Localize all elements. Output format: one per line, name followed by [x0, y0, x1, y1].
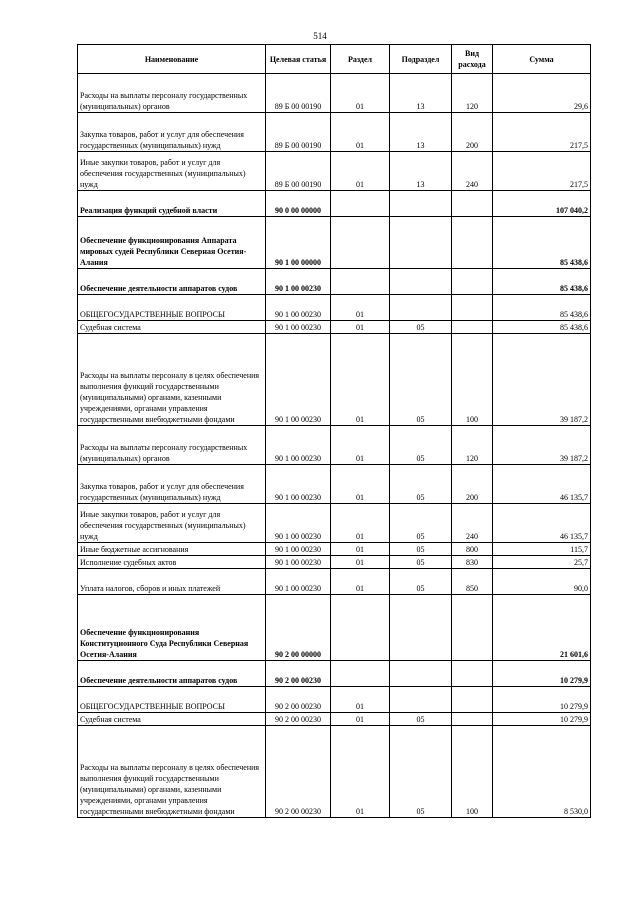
row-subsection: 05 — [390, 713, 452, 726]
row-expense-type: 120 — [452, 426, 493, 465]
row-name: Обеспечение деятельности аппаратов судов — [78, 661, 266, 687]
row-amount: 39 187,2 — [493, 334, 591, 426]
row-section: 01 — [331, 334, 390, 426]
row-amount: 46 135,7 — [493, 504, 591, 543]
row-target: 90 2 00 00230 — [266, 687, 331, 713]
row-subsection — [390, 595, 452, 661]
row-name: Иные закупки товаров, работ и услуг для обеспечения государственных (муниципальных) нужд — [78, 152, 266, 191]
table-row — [78, 295, 591, 321]
row-amount: 107 040,2 — [493, 191, 591, 217]
budget-table — [77, 44, 591, 818]
row-expense-type: 800 — [452, 543, 493, 556]
table-row — [78, 687, 591, 713]
row-target: 89 Б 00 00190 — [266, 74, 331, 113]
row-subsection: 13 — [390, 113, 452, 152]
row-expense-type — [452, 191, 493, 217]
row-amount: 90,0 — [493, 569, 591, 595]
row-target: 90 2 00 00000 — [266, 595, 331, 661]
row-target: 90 1 00 00230 — [266, 504, 331, 543]
row-name: Обеспечение деятельности аппаратов судов — [78, 269, 266, 295]
row-target: 90 1 00 00230 — [266, 569, 331, 595]
row-section — [331, 217, 390, 269]
row-subsection: 05 — [390, 321, 452, 334]
header-name: Наименование — [78, 45, 266, 74]
row-subsection: 05 — [390, 569, 452, 595]
row-amount: 25,7 — [493, 556, 591, 569]
row-section: 01 — [331, 152, 390, 191]
row-section: 01 — [331, 74, 390, 113]
row-expense-type — [452, 295, 493, 321]
table-row — [78, 113, 591, 152]
row-target: 90 1 00 00230 — [266, 426, 331, 465]
table-row — [78, 269, 591, 295]
row-expense-type: 240 — [452, 504, 493, 543]
table-row — [78, 569, 591, 595]
row-section: 01 — [331, 113, 390, 152]
table-row — [78, 713, 591, 726]
row-name: Закупка товаров, работ и услуг для обеспечения государственных (муниципальных) нужд — [78, 113, 266, 152]
table-row — [78, 595, 591, 661]
row-section: 01 — [331, 687, 390, 713]
table-row — [78, 426, 591, 465]
row-name: Обеспечение функционирования Аппарата мировых судей Республики Северная Осетия-Алания — [78, 217, 266, 269]
row-expense-type — [452, 687, 493, 713]
row-section: 01 — [331, 726, 390, 818]
header-section: Раздел — [331, 45, 390, 74]
row-subsection — [390, 295, 452, 321]
row-section — [331, 595, 390, 661]
row-subsection — [390, 191, 452, 217]
row-target: 90 1 00 00230 — [266, 295, 331, 321]
row-subsection: 05 — [390, 504, 452, 543]
row-amount: 115,7 — [493, 543, 591, 556]
row-expense-type: 100 — [452, 726, 493, 818]
row-amount: 10 279,9 — [493, 661, 591, 687]
row-expense-type — [452, 321, 493, 334]
row-amount: 21 601,6 — [493, 595, 591, 661]
row-amount: 10 279,9 — [493, 687, 591, 713]
row-name: Обеспечение функционирования Конституционного Суда Республики Северная Осетия-Алания — [78, 595, 266, 661]
table-row — [78, 465, 591, 504]
row-subsection: 05 — [390, 556, 452, 569]
row-section: 01 — [331, 569, 390, 595]
row-subsection: 05 — [390, 426, 452, 465]
row-section: 01 — [331, 465, 390, 504]
row-name: Закупка товаров, работ и услуг для обеспечения государственных (муниципальных) нужд — [78, 465, 266, 504]
row-section — [331, 191, 390, 217]
table-row — [78, 321, 591, 334]
row-expense-type — [452, 595, 493, 661]
row-amount: 8 530,0 — [493, 726, 591, 818]
row-name: ОБЩЕГОСУДАРСТВЕННЫЕ ВОПРОСЫ — [78, 295, 266, 321]
row-amount: 85 438,6 — [493, 269, 591, 295]
row-name: Расходы на выплаты персоналу в целях обеспечения выполнения функций государственными (муниципальными) органами, казенными учреждениями, органами управления государственными внебюджетными фондами — [78, 334, 266, 426]
row-subsection: 05 — [390, 726, 452, 818]
row-section: 01 — [331, 321, 390, 334]
row-amount: 29,6 — [493, 74, 591, 113]
table-row — [78, 152, 591, 191]
row-target: 90 2 00 00230 — [266, 726, 331, 818]
header-target: Целевая статья — [266, 45, 331, 74]
row-target: 89 Б 00 00190 — [266, 152, 331, 191]
row-name: ОБЩЕГОСУДАРСТВЕННЫЕ ВОПРОСЫ — [78, 687, 266, 713]
table-row — [78, 543, 591, 556]
row-name: Реализация функций судебной власти — [78, 191, 266, 217]
row-amount: 85 438,6 — [493, 321, 591, 334]
row-expense-type — [452, 269, 493, 295]
header-amount: Сумма — [493, 45, 591, 74]
row-expense-type — [452, 217, 493, 269]
row-target: 90 1 00 00000 — [266, 217, 331, 269]
row-subsection: 13 — [390, 74, 452, 113]
row-target: 90 0 00 00000 — [266, 191, 331, 217]
row-subsection: 05 — [390, 465, 452, 504]
row-section: 01 — [331, 504, 390, 543]
row-subsection — [390, 687, 452, 713]
table-row — [78, 191, 591, 217]
row-name: Иные бюджетные ассигнования — [78, 543, 266, 556]
row-subsection — [390, 269, 452, 295]
row-subsection: 13 — [390, 152, 452, 191]
row-name: Расходы на выплаты персоналу государственных (муниципальных) органов — [78, 74, 266, 113]
row-subsection: 05 — [390, 334, 452, 426]
row-target: 89 Б 00 00190 — [266, 113, 331, 152]
row-name: Судебная система — [78, 713, 266, 726]
row-subsection — [390, 661, 452, 687]
row-target: 90 1 00 00230 — [266, 543, 331, 556]
table-row — [78, 504, 591, 543]
row-expense-type: 200 — [452, 465, 493, 504]
row-amount: 85 438,6 — [493, 295, 591, 321]
row-subsection — [390, 217, 452, 269]
row-expense-type: 850 — [452, 569, 493, 595]
row-name: Расходы на выплаты персоналу в целях обеспечения выполнения функций государственными (муниципальными) органами, казенными учреждениями, органами управления государственными внебюджетными фондами — [78, 726, 266, 818]
header-subsection: Подраздел — [390, 45, 452, 74]
table-header-row — [78, 45, 591, 74]
row-amount: 46 135,7 — [493, 465, 591, 504]
table-row — [78, 556, 591, 569]
table-row — [78, 726, 591, 818]
row-section: 01 — [331, 543, 390, 556]
row-expense-type: 830 — [452, 556, 493, 569]
row-name: Расходы на выплаты персоналу государственных (муниципальных) органов — [78, 426, 266, 465]
row-section: 01 — [331, 426, 390, 465]
row-expense-type: 100 — [452, 334, 493, 426]
row-amount: 217,5 — [493, 152, 591, 191]
row-target: 90 1 00 00230 — [266, 465, 331, 504]
row-expense-type: 240 — [452, 152, 493, 191]
row-target: 90 2 00 00230 — [266, 661, 331, 687]
row-expense-type: 200 — [452, 113, 493, 152]
table-row — [78, 74, 591, 113]
header-expense-type: Вид расхода — [452, 45, 493, 74]
row-name: Иные закупки товаров, работ и услуг для обеспечения государственных (муниципальных) нужд — [78, 504, 266, 543]
table-body — [78, 74, 591, 818]
table-row — [78, 661, 591, 687]
table-row — [78, 334, 591, 426]
row-target: 90 2 00 00230 — [266, 713, 331, 726]
row-amount: 39 187,2 — [493, 426, 591, 465]
row-target: 90 1 00 00230 — [266, 334, 331, 426]
row-target: 90 1 00 00230 — [266, 269, 331, 295]
row-name: Судебная система — [78, 321, 266, 334]
row-section: 01 — [331, 713, 390, 726]
row-expense-type — [452, 713, 493, 726]
row-section — [331, 269, 390, 295]
row-amount: 217,5 — [493, 113, 591, 152]
row-subsection: 05 — [390, 543, 452, 556]
page-number: 514 — [313, 31, 327, 41]
row-amount: 85 438,6 — [493, 217, 591, 269]
table-row — [78, 217, 591, 269]
row-target: 90 1 00 00230 — [266, 556, 331, 569]
row-expense-type: 120 — [452, 74, 493, 113]
row-section — [331, 661, 390, 687]
row-amount: 10 279,9 — [493, 713, 591, 726]
row-name: Уплата налогов, сборов и иных платежей — [78, 569, 266, 595]
row-target: 90 1 00 00230 — [266, 321, 331, 334]
row-name: Исполнение судебных актов — [78, 556, 266, 569]
row-section: 01 — [331, 295, 390, 321]
row-section: 01 — [331, 556, 390, 569]
row-expense-type — [452, 661, 493, 687]
